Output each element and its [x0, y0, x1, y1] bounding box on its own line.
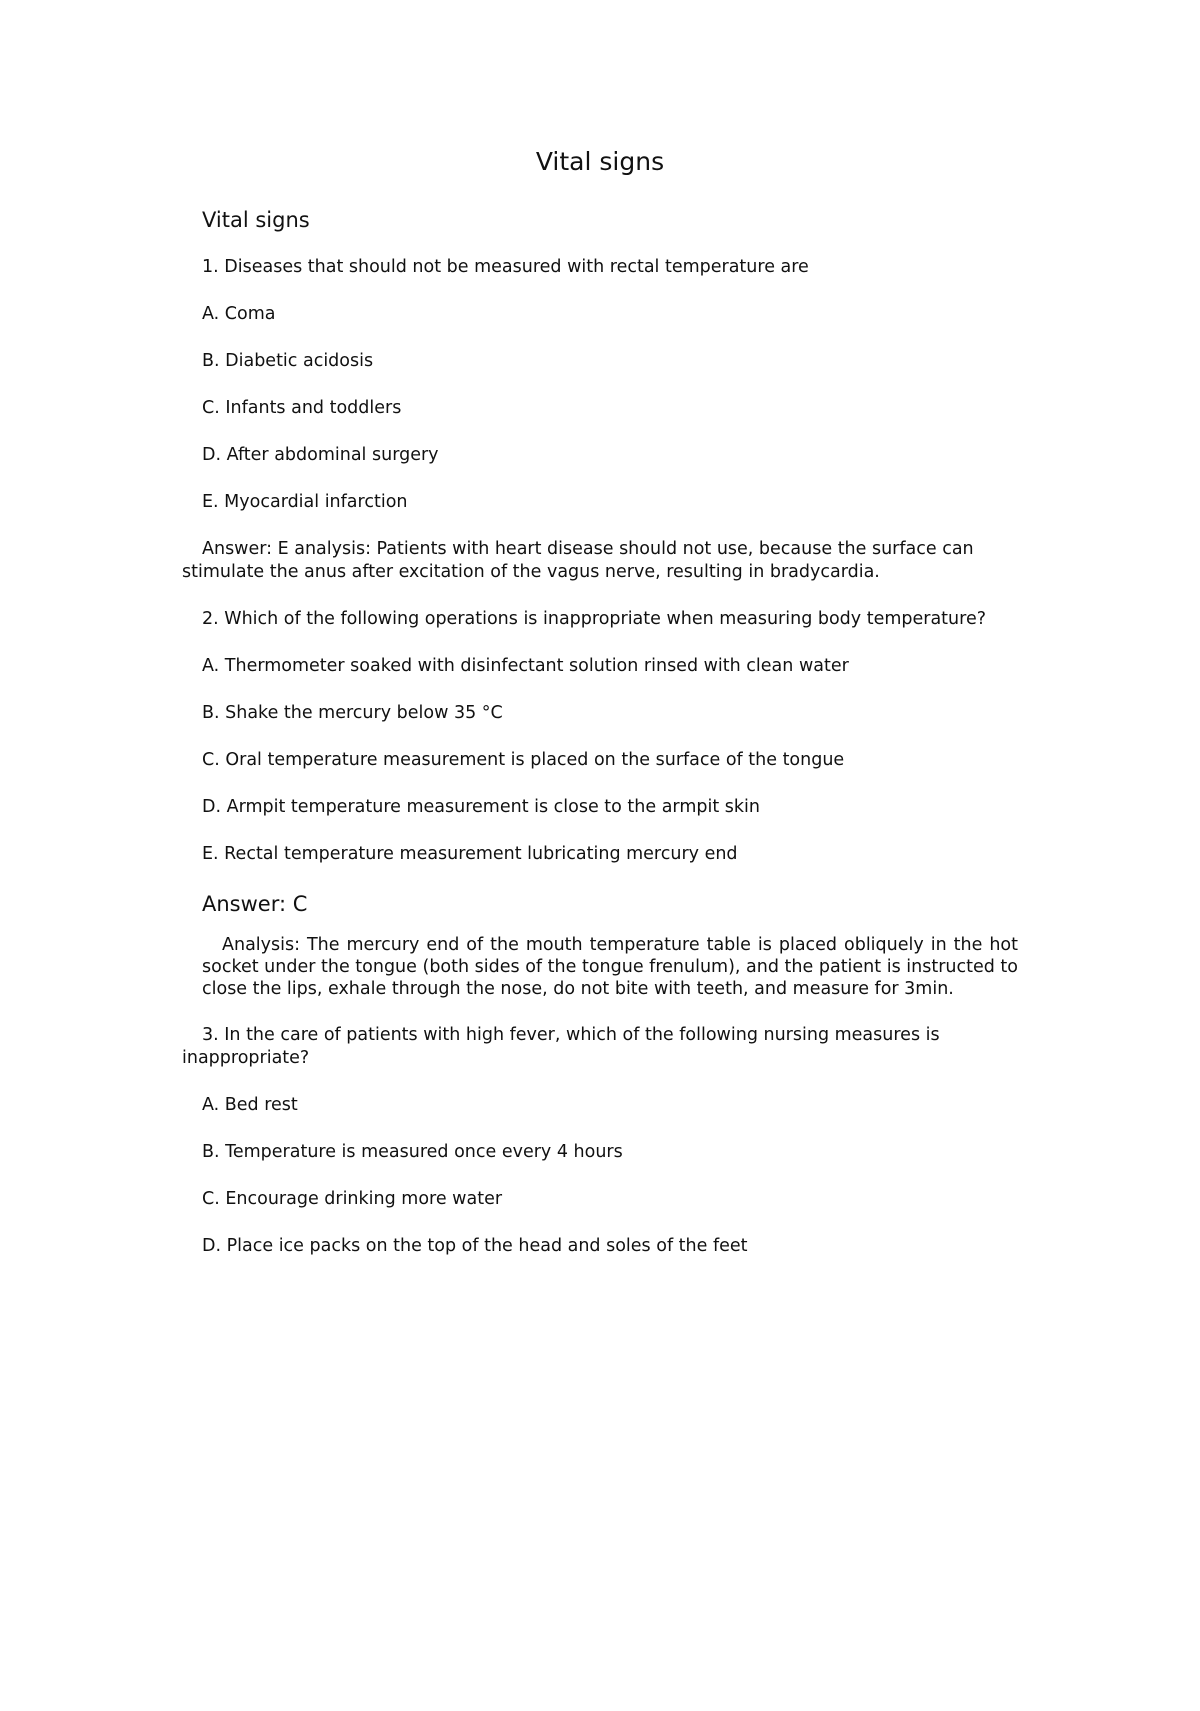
- question-2-answer-heading: Answer: C: [202, 892, 308, 916]
- question-2-option-d: D. Armpit temperature measurement is close to the armpit skin: [202, 797, 760, 817]
- question-2-analysis: Analysis: The mercury end of the mouth temperature table is placed obliquely in the hot socket under the tongue (both sides of the tongue frenulum), and the patient is instructed to close the lips, exhale through the nose, do not bite with teeth, and measure for 3min.: [202, 935, 1018, 999]
- question-2-text: 2. Which of the following operations is inappropriate when measuring body temperature?: [202, 609, 986, 629]
- question-3-option-d: D. Place ice packs on the top of the head and soles of the feet: [202, 1236, 748, 1256]
- question-2-option-a: A. Thermometer soaked with disinfectant solution rinsed with clean water: [202, 656, 849, 676]
- question-2-option-e: E. Rectal temperature measurement lubricating mercury end: [202, 844, 738, 864]
- question-1-option-c: C. Infants and toddlers: [202, 398, 402, 418]
- question-1-option-a: A. Coma: [202, 304, 276, 324]
- document-title: Vital signs: [535, 147, 665, 176]
- question-1-answer: Answer: E analysis: Patients with heart disease should not use, because the surface can stimulate the anus after excitation of the vagus nerve, resulting in bradycardia.: [182, 539, 974, 582]
- question-3-option-b: B. Temperature is measured once every 4 hours: [202, 1142, 623, 1162]
- question-1-text: 1. Diseases that should not be measured with rectal temperature are: [202, 257, 809, 277]
- question-3-text: 3. In the care of patients with high fever, which of the following nursing measures is inappropriate?: [182, 1025, 940, 1068]
- question-2-option-b: B. Shake the mercury below 35 °C: [202, 703, 503, 723]
- question-2-option-c: C. Oral temperature measurement is placed on the surface of the tongue: [202, 750, 845, 770]
- question-1-option-d: D. After abdominal surgery: [202, 445, 439, 465]
- section-heading: Vital signs: [202, 208, 310, 232]
- question-1-option-e: E. Myocardial infarction: [202, 492, 408, 512]
- document-body: [182, 256, 1018, 1258]
- question-3-option-a: A. Bed rest: [202, 1095, 298, 1115]
- question-3-option-c: C. Encourage drinking more water: [202, 1189, 503, 1209]
- question-1-option-b: B. Diabetic acidosis: [202, 351, 374, 371]
